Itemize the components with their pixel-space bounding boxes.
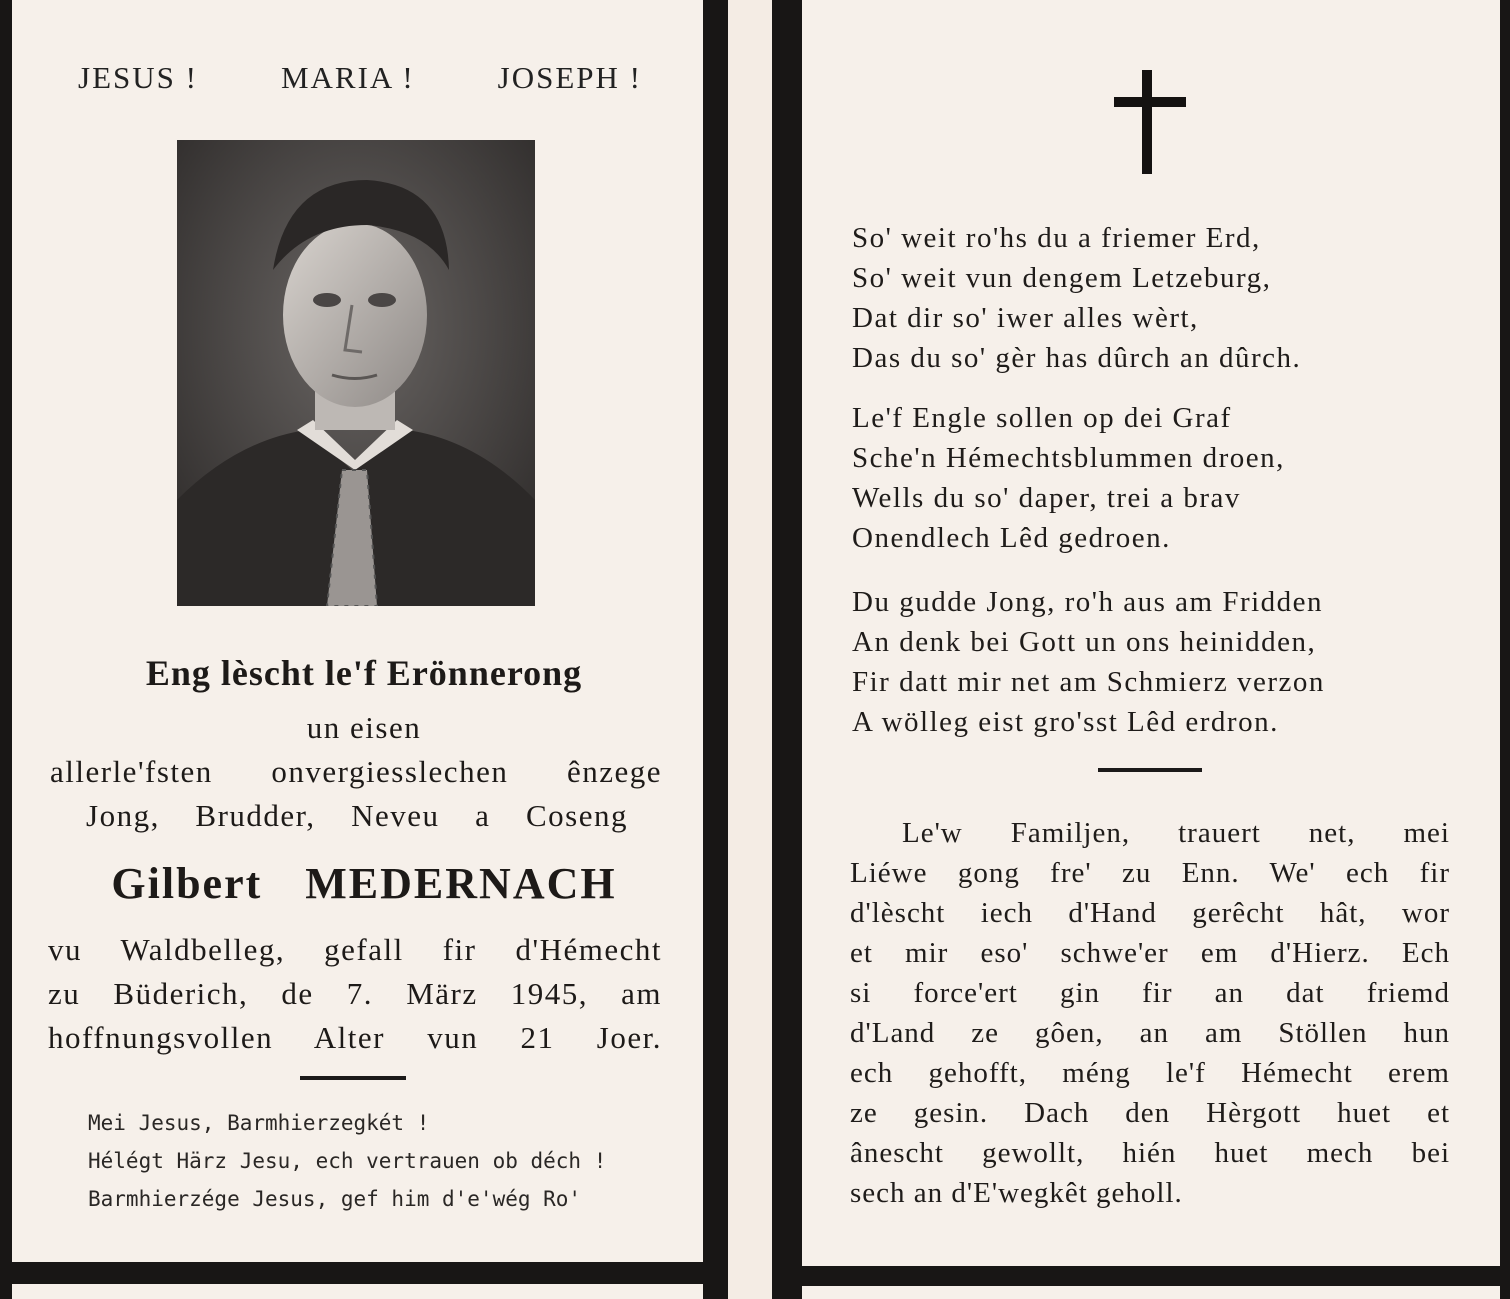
right-card-border-bottom [772,1266,1510,1286]
obituary-line: sech an d'E'wegkêt geholl. [850,1177,1183,1209]
obituary-line: et mir eso' schwe'er em d'Hierz. Ech [850,937,1450,969]
right-divider [1098,768,1202,772]
stanza-line: Du gudde Jong, ro'h aus am Fridden [852,586,1324,618]
prayer-line-1: Mei Jesus, Barmhierzegkét ! [88,1111,430,1135]
intro-line-3: Jong, Brudder, Neveu a Coseng [86,798,628,833]
details-line-1: vu Waldbelleg, gefall fir d'Hémecht [48,932,662,967]
stanza-2 [852,398,1462,558]
left-card-border-left [0,0,12,1299]
left-card [0,0,728,1299]
details-line-2: zu Büderich, de 7. März 1945, am [48,976,662,1011]
left-card-border-right [703,0,728,1299]
left-divider [300,1076,406,1080]
stanza-line: Le'f Engle sollen op dei Graf [852,402,1232,434]
stanza-3 [852,582,1462,742]
obituary-line: Liéwe gong fre' zu Enn. We' ech fir [850,857,1450,889]
right-card-border-left [772,0,802,1299]
header-maria: MARIA ! [280,60,415,95]
stanza-line: A wölleg eist gro'sst Lêd erdron. [852,706,1279,738]
prayer-block [88,1104,678,1218]
stanza-line: Fir datt mir net am Schmierz verzon [852,666,1325,698]
stanza-line: Das du so' gèr has dûrch an dûrch. [852,342,1302,374]
header-jesus: JESUS ! [78,60,198,95]
obituary-line: ânescht gewollt, hién huet mech bei [850,1137,1450,1169]
details-line-3: hoffnungsvollen Alter vun 21 Joer. [48,1020,662,1055]
portrait-icon [177,140,535,606]
intro-line-2: allerle'fsten onvergiesslechen ênzege [50,754,662,789]
left-card-border-bottom [0,1262,728,1284]
stanza-line: Sche'n Hémechtsblummen droen, [852,442,1285,474]
obituary-line: ech gehofft, méng le'f Hémecht erem [850,1057,1450,1089]
stanza-line: So' weit vun dengem Letzeburg, [852,262,1272,294]
prayer-line-3: Barmhierzége Jesus, gef him d'e'wég Ro' [88,1187,582,1211]
stanza-line: Onendlech Lêd gedroen. [852,522,1171,554]
stanza-1 [852,218,1462,378]
portrait-photo [177,140,535,606]
obituary-line: si force'ert gin fir an dat friemd [850,977,1450,1009]
deceased-name: Gilbert MEDERNACH [111,859,617,908]
stanza-line: Wells du so' daper, trei a brav [852,482,1241,514]
header-joseph: JOSEPH ! [497,60,642,95]
prayer-line-2: Hélégt Härz Jesu, ech vertrauen ob déch ! [88,1149,607,1173]
stanza-line: An denk bei Gott un ons heinidden, [852,626,1317,658]
dedication-title: Eng lèscht le'f Erönnerong [145,653,583,693]
stanza-line: Dat dir so' iwer alles wèrt, [852,302,1199,334]
obituary-line: Le'w Familjen, trauert net, mei [902,817,1450,849]
header-invocation [60,60,660,96]
right-card-border-right [1500,0,1510,1299]
stanza-line: So' weit ro'hs du a friemer Erd, [852,222,1261,254]
obituary-text [850,813,1450,1213]
obituary-line: ze gesin. Dach den Hèrgott huet et [850,1097,1450,1129]
obituary-line: d'Land ze gôen, an am Stöllen hun [850,1017,1450,1049]
intro-line-1: un eisen [306,710,422,745]
obituary-line: d'lèscht iech d'Hand gerêcht hât, wor [850,897,1450,929]
